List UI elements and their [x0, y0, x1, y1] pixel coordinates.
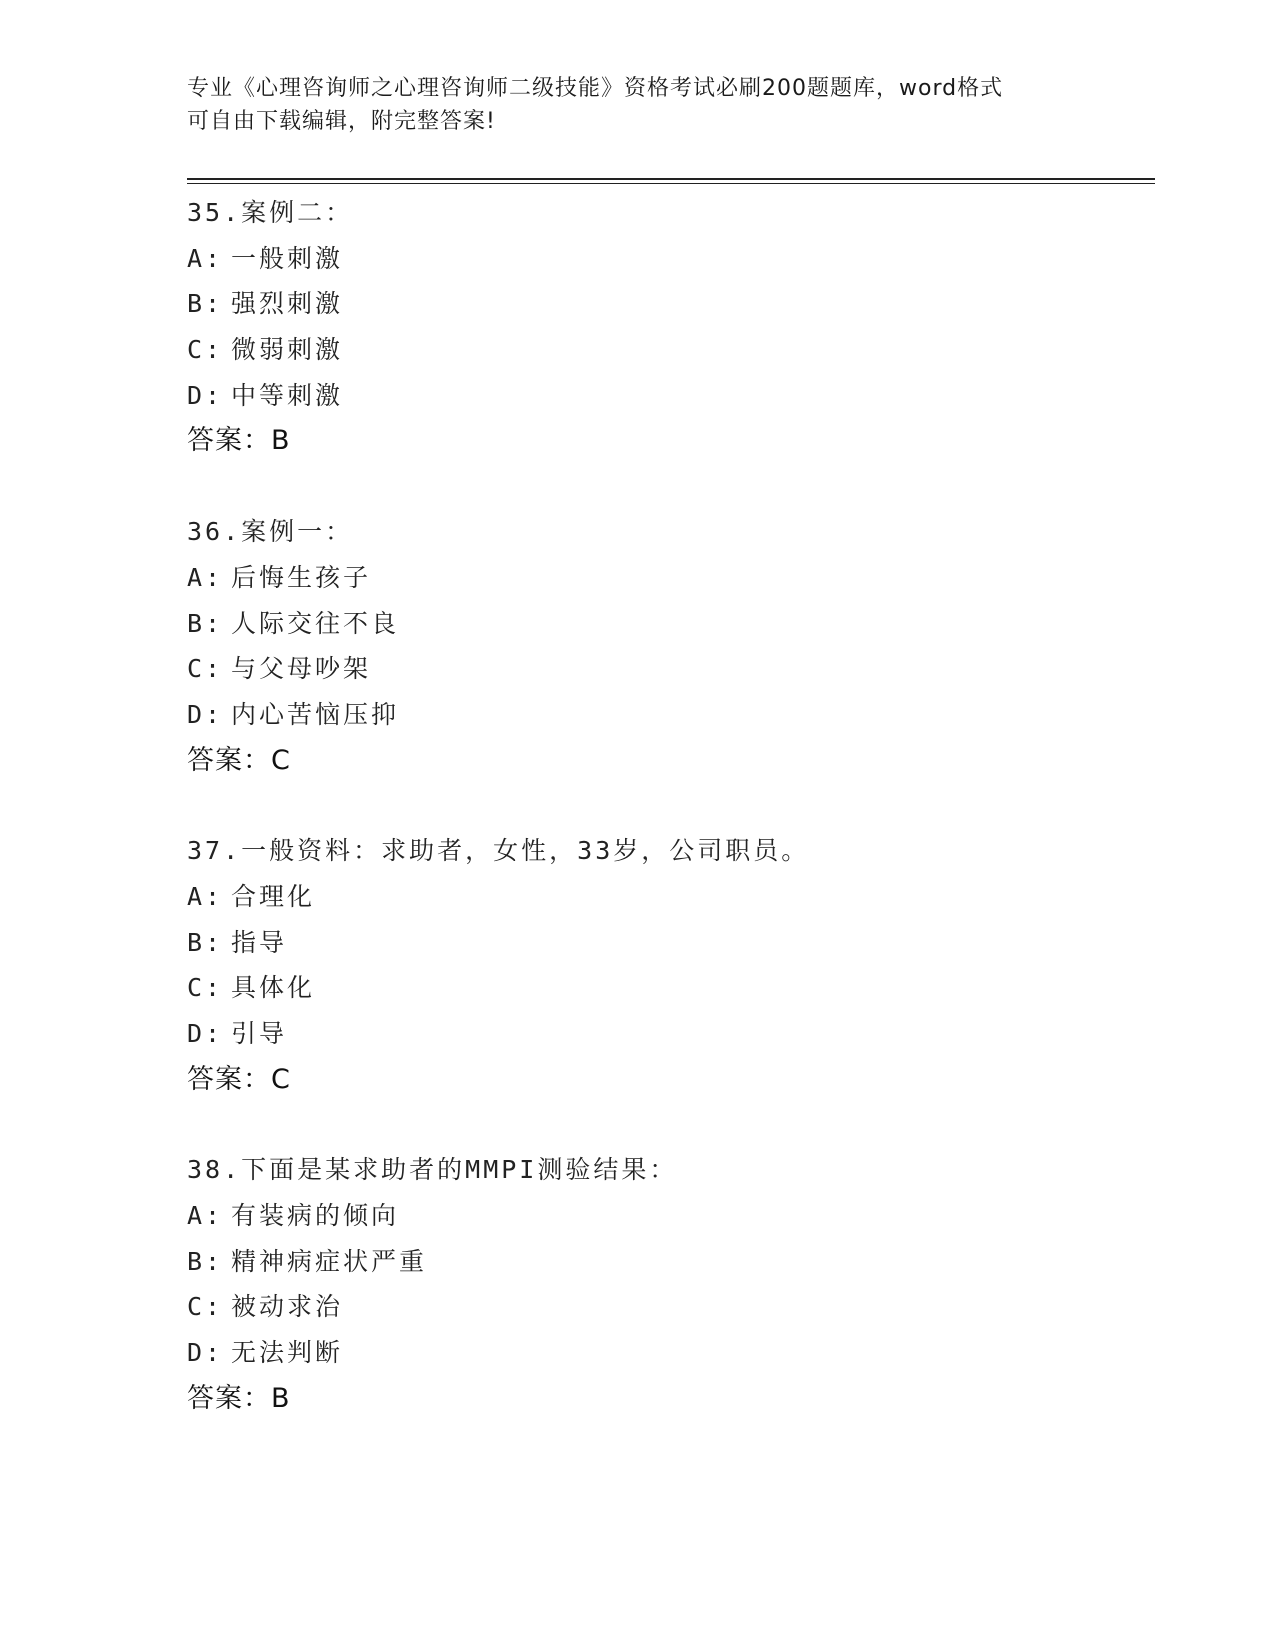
document-header: [187, 72, 1087, 138]
option-text: 一般刺激: [231, 243, 344, 273]
option-line: [187, 1239, 1147, 1285]
option-text: 无法判断: [231, 1338, 344, 1368]
option-text: 人际交往不良: [231, 608, 400, 638]
option-letter: C:: [187, 335, 224, 365]
option-line: [187, 1011, 1147, 1057]
question-block: [187, 828, 1147, 1102]
header-line-1: 专业《心理咨询师之心理咨询师二级技能》资格考试必刷200题题库，word格式: [187, 76, 1004, 101]
option-letter: D:: [187, 699, 224, 729]
option-line: [187, 373, 1147, 419]
option-line: [187, 1330, 1147, 1376]
option-text: 被动求治: [231, 1292, 344, 1322]
question-block: [187, 190, 1147, 464]
option-letter: D:: [187, 1019, 224, 1048]
option-line: [187, 236, 1147, 282]
option-line: [187, 965, 1147, 1011]
option-letter: D:: [187, 1338, 224, 1368]
answer-line: 答案：B: [187, 425, 291, 457]
option-letter: B:: [187, 289, 224, 319]
option-letter: A:: [187, 881, 224, 911]
option-letter: B:: [187, 927, 224, 957]
option-text: 有装病的倾向: [231, 1201, 400, 1231]
option-text: 精神病症状严重: [231, 1246, 428, 1276]
question-title: 36.案例一：: [187, 517, 354, 547]
option-line: [187, 327, 1147, 373]
option-letter: C:: [187, 654, 224, 684]
option-line: [187, 646, 1147, 692]
option-line: [187, 1193, 1147, 1239]
answer-line: 答案：C: [187, 1063, 291, 1095]
option-text: 与父母吵架: [231, 654, 372, 684]
option-letter: A:: [187, 562, 224, 592]
option-text: 强烈刺激: [231, 289, 344, 319]
option-line: [187, 920, 1147, 966]
question-block: [187, 509, 1147, 783]
option-text: 合理化: [231, 881, 316, 911]
option-letter: C:: [187, 1292, 224, 1322]
option-text: 引导: [231, 1019, 288, 1048]
question-title: 35.案例二：: [187, 198, 354, 227]
option-line: [187, 281, 1147, 327]
option-text: 指导: [231, 927, 288, 957]
question-title: 37.一般资料：求助者，女性，33岁，公司职员。: [187, 836, 810, 866]
option-text: 具体化: [231, 973, 316, 1003]
option-letter: D:: [187, 380, 224, 410]
header-divider-top: [187, 178, 1155, 180]
option-letter: A:: [187, 1201, 224, 1231]
option-text: 内心苦恼压抑: [231, 699, 400, 729]
option-line: [187, 692, 1147, 738]
header-divider-bottom: [187, 183, 1155, 184]
option-line: [187, 555, 1147, 601]
header-line-2: 可自由下载编辑，附完整答案!: [187, 109, 496, 134]
question-block: [187, 1147, 1147, 1421]
option-letter: A:: [187, 243, 224, 273]
answer-line: 答案：C: [187, 744, 291, 776]
question-title: 38.下面是某求助者的MMPI测验结果：: [187, 1155, 678, 1185]
option-line: [187, 601, 1147, 647]
question-list: [187, 190, 1147, 1467]
option-letter: B:: [187, 1246, 224, 1276]
option-text: 后悔生孩子: [231, 562, 372, 592]
option-text: 微弱刺激: [231, 335, 344, 365]
option-letter: C:: [187, 973, 224, 1003]
option-letter: B:: [187, 608, 224, 638]
option-line: [187, 874, 1147, 920]
option-line: [187, 1284, 1147, 1330]
option-text: 中等刺激: [231, 380, 344, 410]
answer-line: 答案：B: [187, 1382, 291, 1414]
